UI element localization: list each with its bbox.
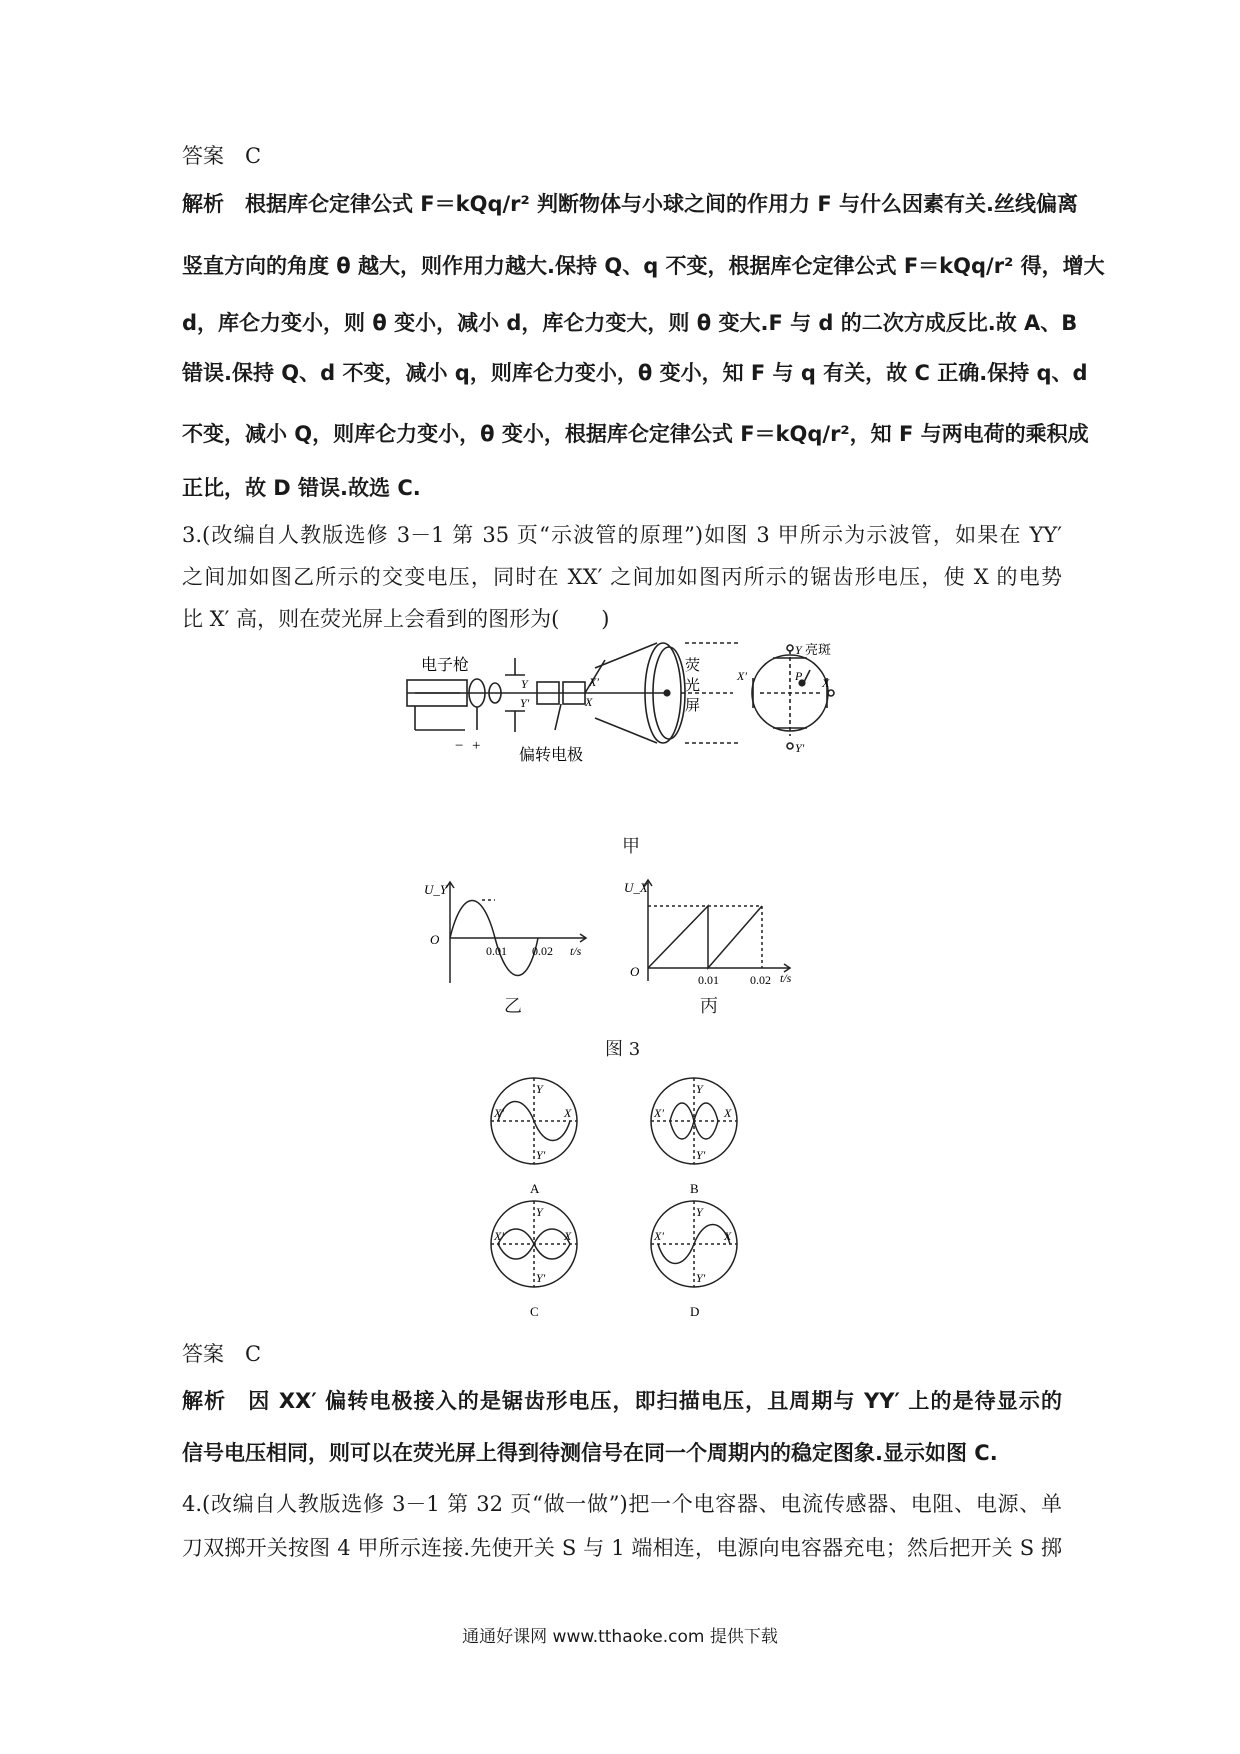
graph-bing-xlabel: t/s (780, 971, 792, 985)
q2-analysis-line-6: 正比，故 D 错误.故选 C. (182, 476, 421, 500)
q3-analysis-line-2: 信号电压相同，则可以在荧光屏上得到待测信号在同一个周期内的稳定图象.显示如图 C. (182, 1441, 998, 1465)
point-p-label: P (795, 669, 803, 683)
option-b-y-prime: Y′ (696, 1148, 706, 1162)
caption-bing: 丙 (700, 996, 718, 1017)
oscilloscope-tube-diagram (405, 640, 835, 815)
q3-answer: 答案 C (182, 1342, 262, 1366)
option-d-y-prime: Y′ (696, 1271, 706, 1285)
page-footer: 通通好课网 www.tthaoke.com 提供下载 (462, 1627, 778, 1647)
graph-bing-tick-2: 0.02 (750, 973, 771, 987)
screen-x-prime-label: X′ (737, 669, 747, 683)
option-a-y: Y (536, 1082, 543, 1096)
q4-stem-line-1: 4.(改编自人教版选修 3－1 第 32 页“做一做”)把一个电容器、电流传感器、电阻、电源、单 (182, 1492, 1062, 1516)
screen-label-1: 荧 (685, 658, 701, 674)
plate-y-label: Y (521, 677, 528, 691)
option-b-letter: B (690, 1181, 699, 1196)
graph-yi-ylabel: U_Y (424, 882, 448, 897)
option-d-figure (648, 1198, 740, 1320)
graph-yi-origin: O (430, 932, 440, 947)
option-b-figure (648, 1075, 740, 1197)
graph-yi-tick-1: 0.01 (486, 944, 507, 958)
option-d-x-prime: X′ (654, 1229, 664, 1243)
option-d-x: X (724, 1229, 732, 1243)
option-c-x-prime: X′ (494, 1229, 504, 1243)
plus-label: + (472, 738, 481, 754)
graph-yi-xlabel: t/s (570, 944, 582, 958)
screen-label-3: 屏 (685, 698, 701, 714)
q3-analysis-line-1: 解析 因 XX′ 偏转电极接入的是锯齿形电压，即扫描电压，且周期与 YY′ 上的是待显示的 (182, 1389, 1062, 1413)
screen-y-label: Y (795, 643, 802, 657)
graph-yi-sine (420, 878, 605, 990)
graph-bing-origin: O (630, 964, 640, 979)
option-c-figure (488, 1198, 580, 1320)
q3-stem-line-3: 比 X′ 高，则在荧光屏上会看到的图形为( ) (182, 607, 610, 631)
caption-jia: 甲 (622, 836, 640, 857)
electron-gun-label: 电子枪 (421, 657, 470, 674)
option-a-x: X (564, 1106, 572, 1120)
q3-stem-line-2: 之间加如图乙所示的交变电压，同时在 XX′ 之间加如图丙所示的锯齿形电压，使 X 的电势 (182, 565, 1062, 589)
q2-analysis-line-3: d，库仑力变小，则 θ 变小，减小 d，库仑力变大，则 θ 变大.F 与 d 的二次方成反比.故 A、B (182, 311, 1078, 335)
screen-y-prime-label: Y′ (795, 741, 805, 755)
option-a-letter: A (530, 1181, 540, 1196)
graph-yi-tick-2: 0.02 (532, 944, 553, 958)
option-d-letter: D (690, 1304, 700, 1319)
deflection-electrodes-label: 偏转电极 (519, 747, 584, 764)
q2-analysis-line-1: 解析 根据库仑定律公式 F＝kQq/r² 判断物体与小球之间的作用力 F 与什么因素有关.丝线偏离 (182, 192, 1078, 216)
q2-analysis-line-4: 错误.保持 Q、d 不变，减小 q，则库仑力变小，θ 变小，知 F 与 q 有关，故 C 正确.保持 q、d (182, 361, 1088, 385)
q2-answer: 答案 C (182, 144, 262, 168)
q2-analysis-line-2: 竖直方向的角度 θ 越大，则作用力越大.保持 Q、q 不变，根据库仑定律公式 F＝kQq/r² 得，增大 (182, 254, 1105, 278)
q2-analysis-line-5: 不变，减小 Q，则库仑力变小，θ 变小，根据库仑定律公式 F＝kQq/r²，知 F 与两电荷的乘积成 (182, 422, 1089, 446)
caption-yi: 乙 (504, 996, 522, 1017)
option-d-y: Y (696, 1205, 703, 1219)
plate-x-label: X (585, 695, 593, 709)
option-b-x-prime: X′ (654, 1106, 664, 1120)
graph-bing-ylabel: U_X (624, 880, 648, 895)
graph-bing-tick-1: 0.01 (698, 973, 719, 987)
option-b-x: X (724, 1106, 732, 1120)
plate-x-prime-label: X′ (589, 675, 599, 689)
q3-stem-line-1: 3.(改编自人教版选修 3－1 第 35 页“示波管的原理”)如图 3 甲所示为示波管，如果在 YY′ (182, 523, 1062, 547)
minus-label: − (455, 738, 464, 754)
option-c-letter: C (530, 1304, 539, 1319)
screen-x-label: X (822, 676, 830, 690)
plate-y-prime-label: Y′ (520, 696, 530, 710)
option-a-figure (488, 1075, 580, 1197)
figure-3-caption: 图 3 (605, 1039, 641, 1060)
option-c-x: X (564, 1229, 572, 1243)
option-c-y: Y (536, 1205, 543, 1219)
option-a-y-prime: Y′ (536, 1148, 546, 1162)
screen-label-2: 光 (685, 678, 701, 694)
bright-spot-label: 亮斑 (805, 642, 832, 657)
option-a-x-prime: X′ (494, 1106, 504, 1120)
q4-stem-line-2: 刀双掷开关按图 4 甲所示连接.先使开关 S 与 1 端相连，电源向电容器充电；然后把开关 S 掷 (182, 1536, 1062, 1560)
option-b-y: Y (696, 1082, 703, 1096)
graph-bing-sawtooth (620, 876, 805, 988)
option-c-y-prime: Y′ (536, 1271, 546, 1285)
